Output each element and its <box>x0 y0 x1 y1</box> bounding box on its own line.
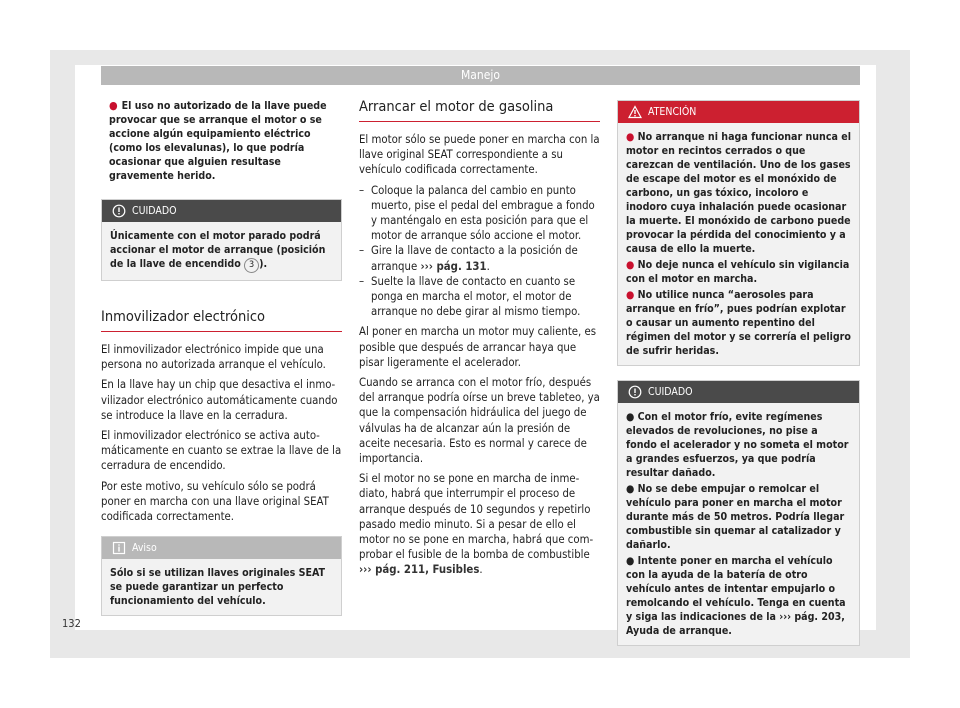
step-text: Coloque la palanca del cambio en punto muerto, pise el pedal del embrague a fondo y manténgalo en esta posición para que el motor de arranque sólo accione el motor. <box>371 183 595 243</box>
paragraph: El inmovilizador electrónico impide que una persona no autorizada arranque el vehículo. <box>101 343 326 372</box>
box-title: CUIDADO <box>132 205 177 217</box>
column-right <box>617 100 860 646</box>
column-middle <box>359 99 600 583</box>
bullet-text: No deje nunca el vehículo sin vigilancia con el motor en marcha. <box>626 259 850 285</box>
bullet-icon: ● <box>626 259 638 271</box>
section-body <box>101 342 342 524</box>
paragraph: Al poner en marcha un motor muy caliente, es posible que después de arrancar haya que pisar ligeramente el acelerador. <box>359 325 597 369</box>
ayuda-arranque-link[interactable]: ››› pág. 203, Ayuda de arranque <box>626 611 845 637</box>
list-item <box>626 482 851 552</box>
cuidado-body <box>102 222 341 280</box>
info-square-icon <box>112 541 126 555</box>
box-title: Aviso <box>132 542 157 555</box>
bullet-text: No arranque ni haga funcionar nunca el motor en recintos cerrados o que carezcan de ventilación. Uno de los gases de escape del motor es el monóxido de carbono, un gas tóxico, incoloro e inodoro cuya inhalación puede ocasionar la muerte. El monóxido de carbono puede provocar la pérdida del conocimiento y a causa de ello la muerte. <box>626 131 851 255</box>
step-text-end: . <box>486 259 490 273</box>
list-item <box>359 183 600 244</box>
paragraph: El inmovilizador electrónico se activa automáticamente en cuanto se extrae la llave de la cerradura de encendido. <box>101 429 342 473</box>
cuidado-box <box>101 199 342 281</box>
atencion-header <box>618 101 859 123</box>
warning-triangle-icon <box>628 105 642 119</box>
page-link[interactable]: ››› pág. 131 <box>420 259 487 273</box>
list-item <box>626 258 851 286</box>
cuidado-body <box>618 403 859 645</box>
bullet-text: Con el motor frío, evite regímenes elevados de revoluciones, no pise a fondo el acelerador y no someta el motor a grandes esfuerzos, ya que podría resultar dañado. <box>626 411 849 479</box>
paragraph <box>359 471 600 577</box>
list-item <box>109 99 342 183</box>
aviso-body: Sólo si se utilizan llaves originales SEAT se puede garantizar un perfecto funcionamiento del vehículo. <box>110 567 326 608</box>
paragraph: En la llave hay un chip que desactiva el inmovilizador electrónico automáticamente cuando se introduce la llave en la cerradura. <box>101 378 338 422</box>
bullet-text: No utilice nunca “aerosoles para arranque en frío”, pues podrían explotar o causar un aumento repentino del régimen del motor y se correría el peligro de sufrir heridas. <box>626 289 851 357</box>
step-text: Suelte la llave de contacto en cuanto se ponga en marcha el motor, el motor de arranque no debe girar al mismo tiempo. <box>371 274 581 319</box>
bullet-icon: ● <box>626 555 638 567</box>
list-item <box>626 410 851 480</box>
reference-badge: 3 <box>244 258 259 273</box>
list-item <box>626 554 851 638</box>
paragraph: Cuando se arranca con el motor frío, después del arranque podría oírse un breve tableteo, ya que la compensación hidráulica del juego de válvulas ha de alcanzar aún la presión de aceite necesaria. Esto es normal y carece de importancia. <box>359 376 600 466</box>
list-item <box>359 274 600 320</box>
bullet-text: El uso no autorizado de la llave puede provocar que se arranque el motor o se accione algún equipamiento eléctrico (como los elevalunas), lo que podría ocasionar que alguien resultase gravemente herido. <box>109 100 327 182</box>
box-title: CUIDADO <box>648 386 693 398</box>
atencion-body <box>618 123 859 365</box>
page-header: Manejo <box>101 66 860 85</box>
step-text: Gire la llave de contacto a la posición de arranque <box>371 244 578 273</box>
cuidado-header <box>618 381 859 403</box>
bullet-icon: ● <box>109 99 118 112</box>
atencion-box <box>617 100 860 366</box>
paragraph-end: . <box>479 563 483 577</box>
box-title: ATENCIÓN <box>648 106 697 118</box>
steps-list <box>359 183 600 320</box>
bullet-text-end: . <box>728 625 732 637</box>
section-title: Inmovilizador electrónico <box>101 309 342 332</box>
bullet-icon: ● <box>626 131 638 143</box>
section-title: Arrancar el motor de gasolina <box>359 99 600 122</box>
cuidado-box <box>617 380 860 646</box>
section-body <box>359 132 600 578</box>
column-left <box>101 99 342 616</box>
bullet-icon: ● <box>626 411 638 423</box>
page-number: 132 <box>62 617 81 630</box>
aviso-header <box>102 537 341 559</box>
paragraph: Por este motivo, su vehículo sólo se podrá poner en marcha con una llave original SEAT codificada correctamente. <box>101 479 329 524</box>
box-text-end: ). <box>259 258 268 270</box>
paragraph: El motor sólo se puede poner en marcha con la llave original SEAT correspondiente a su vehículo codificada correctamente. <box>359 133 600 177</box>
aviso-box <box>101 536 342 616</box>
bullet-icon: ● <box>626 289 638 301</box>
info-circle-icon <box>628 385 642 399</box>
fuses-link[interactable]: ››› pág. 211, Fusibles <box>359 563 480 577</box>
list-item <box>626 130 851 256</box>
cuidado-header <box>102 200 341 222</box>
warning-bullets <box>109 99 342 183</box>
bullet-icon: ● <box>626 483 638 495</box>
list-item <box>626 288 851 358</box>
paragraph-text: Si el motor no se pone en marcha de inmediato, habrá que interrumpir el proceso de arranque después de 10 segundos y repetirlo pasado medio minuto. Si a pesar de ello el motor no se pone en marcha, habrá que comprobar el fusible de la bomba de combustible <box>359 472 594 562</box>
bullet-text: Intente poner en marcha el vehículo con la ayuda de la batería de otro vehículo antes de intentar empujarlo o remolcando el vehículo. Tenga en cuenta y siga las indicaciones de la <box>626 555 846 623</box>
list-item <box>359 243 600 273</box>
info-circle-icon <box>112 204 126 218</box>
bullet-text: No se debe empujar o remolcar el vehículo para poner en marcha el motor durante más de 50 metros. Podría llegar combustible sin quemar al catalizador y dañarlo. <box>626 483 845 551</box>
box-text: Únicamente con el motor parado podrá accionar el motor de arranque (posición de la llave de encendido <box>110 230 326 270</box>
